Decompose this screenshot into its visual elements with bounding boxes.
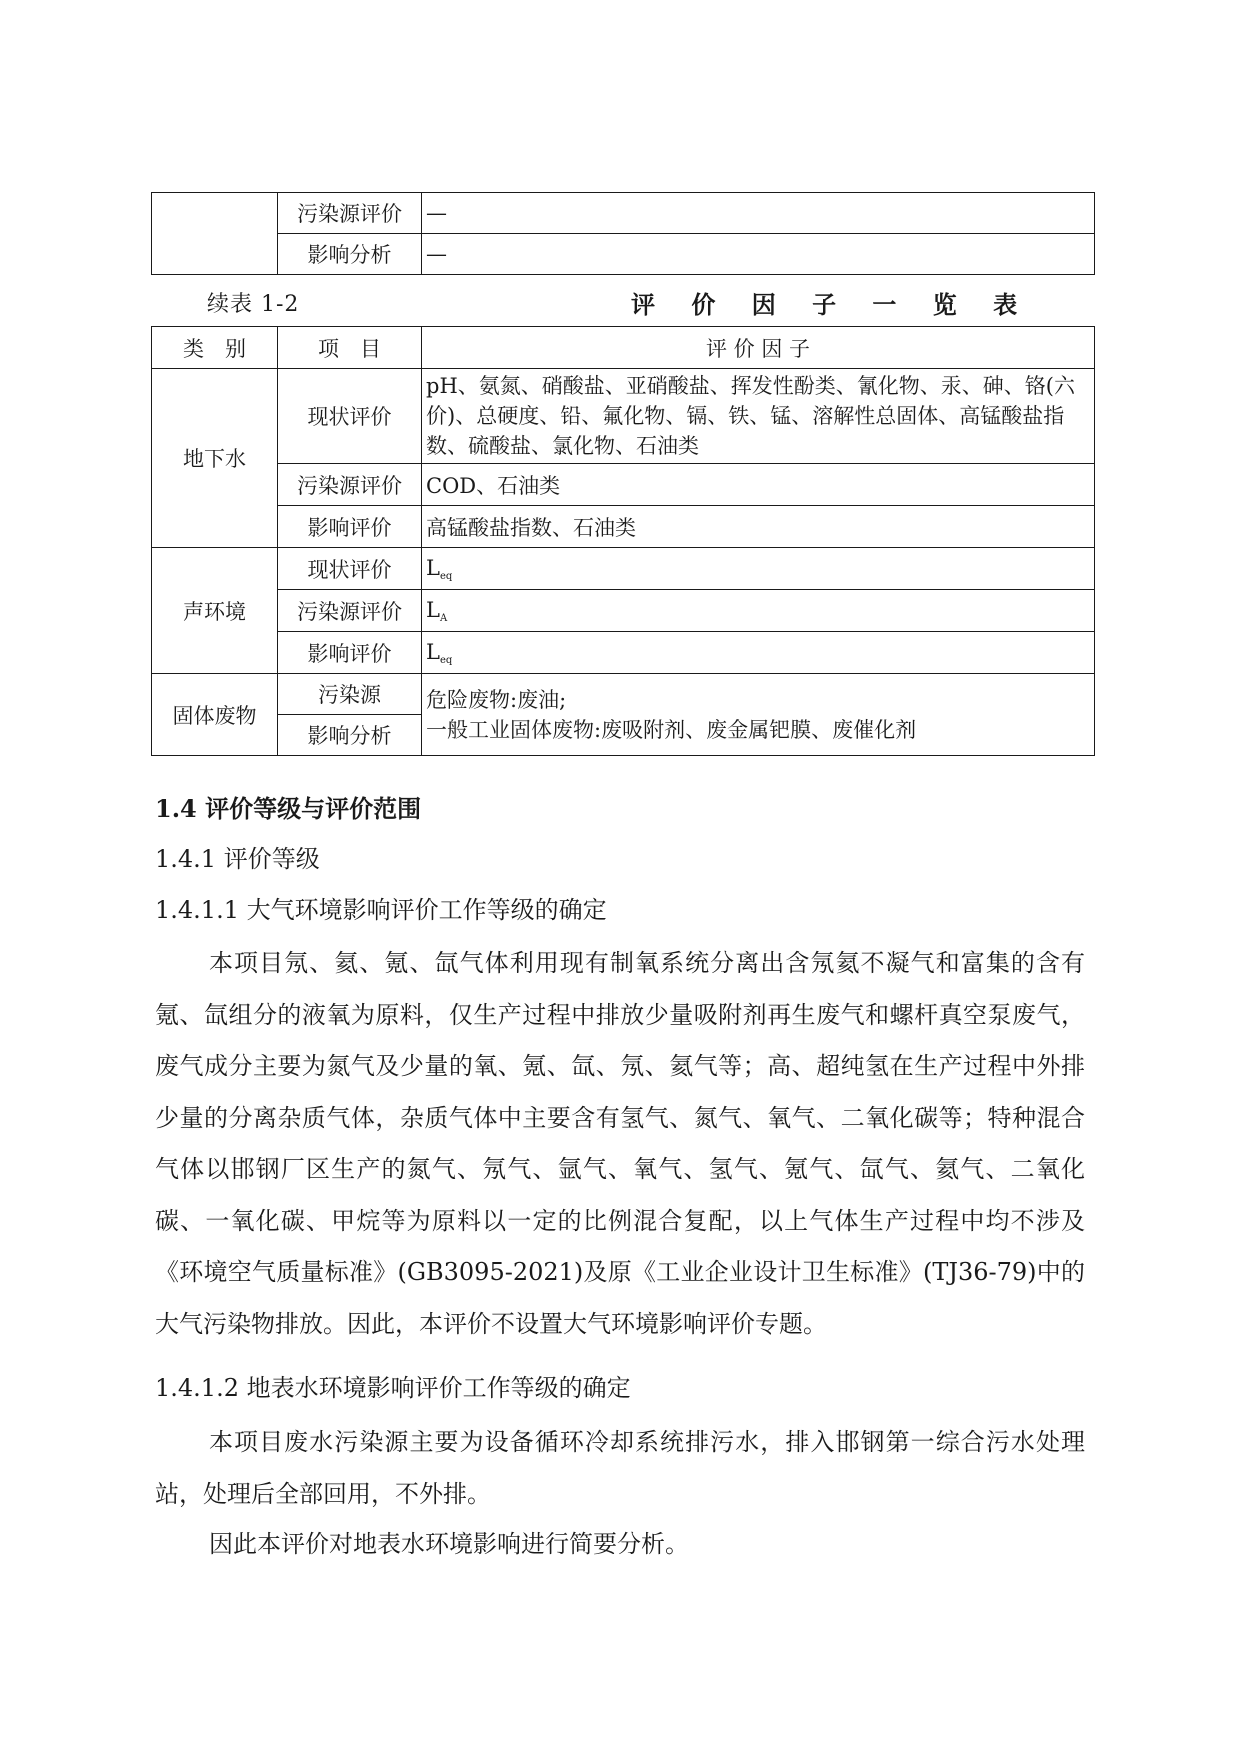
- table-row: [152, 632, 1095, 674]
- table-row: [152, 193, 1095, 234]
- item-cell: 污染源: [278, 674, 422, 715]
- section-heading-1-4: 1.4 评价等级与评价范围: [155, 794, 422, 823]
- symbol: L: [426, 555, 440, 580]
- item-cell: 影响评价: [278, 506, 422, 548]
- paragraph-conclusion: 因此本评价对地表水环境影响进行简要分析。: [209, 1530, 689, 1558]
- section-heading-1-4-1: 1.4.1 评价等级: [155, 845, 320, 873]
- factors-cell: —: [422, 193, 1095, 234]
- symbol-subscript: A: [439, 612, 448, 624]
- item-cell: 污染源评价: [278, 193, 422, 234]
- header-category: 类 别: [152, 327, 278, 369]
- header-item: 项 目: [278, 327, 422, 369]
- table-row: [152, 674, 1095, 715]
- factors-cell: [422, 590, 1095, 632]
- table-row: [152, 234, 1095, 275]
- table-row: [152, 464, 1095, 506]
- symbol: L: [426, 597, 440, 622]
- item-cell: 污染源评价: [278, 590, 422, 632]
- category-noise: 声环境: [152, 548, 278, 674]
- item-cell: 现状评价: [278, 548, 422, 590]
- header-factors: 评 价 因 子: [422, 327, 1095, 369]
- item-cell: 影响评价: [278, 632, 422, 674]
- factors-line: 一般工业固体废物:废吸附剂、废金属钯膜、废催化剂: [426, 717, 917, 742]
- section-heading-1-4-1-1: 1.4.1.1 大气环境影响评价工作等级的确定: [155, 896, 607, 924]
- table-header-row: [152, 327, 1095, 369]
- factors-line: 危险废物:废油;: [426, 687, 567, 712]
- symbol: L: [426, 639, 440, 664]
- table-caption: [151, 287, 1094, 321]
- table-title: 评 价 因 子 一 览 表: [631, 290, 1032, 319]
- factors-cell: 高锰酸盐指数、石油类: [422, 506, 1095, 548]
- factors-cell: [422, 674, 1095, 756]
- factors-cell: —: [422, 234, 1095, 275]
- factors-cell: [422, 548, 1095, 590]
- symbol-subscript: eq: [439, 570, 453, 582]
- table-row: [152, 369, 1095, 464]
- category-cell-empty: [152, 193, 278, 275]
- category-solid-waste: 固体废物: [152, 674, 278, 756]
- table-row: [152, 548, 1095, 590]
- factors-cell: [422, 632, 1095, 674]
- symbol-subscript: eq: [439, 654, 453, 666]
- evaluation-factor-table: [151, 326, 1095, 756]
- table-row: [152, 506, 1095, 548]
- item-cell: 影响分析: [278, 715, 422, 756]
- item-cell: 污染源评价: [278, 464, 422, 506]
- item-cell: 影响分析: [278, 234, 422, 275]
- paragraph-air-assessment: 本项目氖、氦、氪、氙气体利用现有制氧系统分离出含氖氦不凝气和富集的含有氪、氙组分的液氧为原料，仅生产过程中排放少量吸附剂再生废气和螺杆真空泵废气，废气成分主要为氮气及少量的氧、氪、氙、氖、氦气等；高、超纯氢在生产过程中外排少量的分离杂质气体，杂质气体中主要含有氢气、氮气、氧气、二氧化碳等；特种混合气体以邯钢厂区生产的氮气、氖气、氩气、氧气、氢气、氪气、氙气、氦气、二氧化碳、一氧化碳、甲烷等为原料以一定的比例混合复配，以上气体生产过程中均不涉及《环境空气质量标准》(GB3095-2021)及原《工业企业设计卫生标准》(TJ36-79)中的大气污染物排放。因此，本评价不设置大气环境影响评价专题。: [155, 949, 1085, 1338]
- category-groundwater: 地下水: [152, 369, 278, 548]
- factors-cell: COD、石油类: [422, 464, 1095, 506]
- table-number: 续表 1-2: [207, 292, 300, 317]
- table-1-2-part: [151, 192, 1095, 275]
- item-cell: 现状评价: [278, 369, 422, 464]
- section-heading-1-4-1-2: 1.4.1.2 地表水环境影响评价工作等级的确定: [155, 1374, 631, 1402]
- paragraph-wastewater: 本项目废水污染源主要为设备循环冷却系统排污水，排入邯钢第一综合污水处理站，处理后全部回用，不外排。: [155, 1428, 1085, 1508]
- factors-cell: pH、氨氮、硝酸盐、亚硝酸盐、挥发性酚类、氰化物、汞、砷、铬(六价)、总硬度、铅、氟化物、镉、铁、锰、溶解性总固体、高锰酸盐指数、硫酸盐、氯化物、石油类: [422, 369, 1095, 464]
- table-row: [152, 590, 1095, 632]
